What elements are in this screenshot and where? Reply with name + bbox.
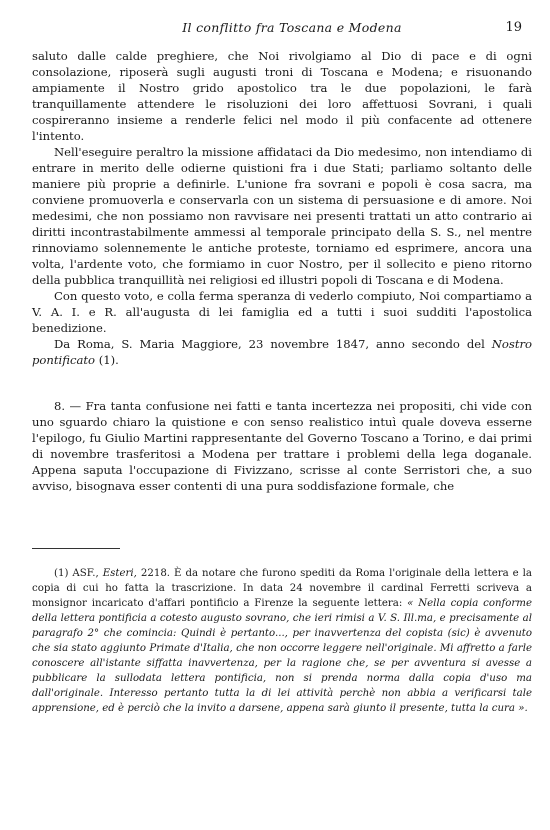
dateline-italic: Nostro pontificato bbox=[32, 337, 533, 367]
page-header bbox=[62, 20, 522, 40]
running-title: Il conflitto fra Toscana e Modena bbox=[182, 20, 402, 35]
paragraph-mission: Nell'eseguire peraltro la missione affidataci da Dio medesimo, non intendiamo di entrare in merito delle odierne quistioni fra i due Stati; parliamo soltanto delle maniere più proprie a definirle. L'unione fra sovrani e popoli è cosa sacra, ma conviene promuoverla e conservarla con un sistema di persuasione e di amore. Noi medesimi, che non possiamo non ravvisare nei presenti trattati un atto contrario ai diritti incontrastabilmente ammessi al temporale principato della S. S., nel mentre rinnoviamo solennemente le antiche proteste, torniamo ed esprimere, ancora una volta, l'ardente voto, che formiamo in cuor Nostro, per il sollecito e pieno ritorno della pubblica tranquillità nei religiosi ed illustri popoli di Toscana e di Modena. bbox=[32, 145, 532, 287]
footnote-ref: (1). bbox=[98, 353, 119, 367]
paragraph-benediction: Con questo voto, e colla ferma speranza di vederlo compiuto, Noi compartiamo a V. A. I. e R. all'augusta di lei famiglia ed a tutti i suoi sudditi l'apostolica benedizione. bbox=[32, 289, 532, 335]
main-text bbox=[32, 48, 532, 494]
footnote-rule bbox=[32, 548, 120, 549]
section-gap bbox=[32, 368, 532, 398]
footnote-1 bbox=[32, 566, 532, 716]
paragraph-dateline bbox=[32, 336, 532, 368]
footnote-1-quote: « Nella copia conforme della lettera pontificia a cotesto augusto sovrano, che ieri rimisi a V. S. Ill.ma, e precisamente al paragrafo 2° che comincia: Quindi è pertanto..., per inavvertenza del copista (sic) è avvenuto che sia stato aggiunto Primate d'Italia, che non occorre leggere nell'originale. Mi affretto a farle conoscere all'istante siffatta inavvertenza, per la ragione che, se per avventura si avesse a pubblicare la sullodata lettera pontificia, non si prenda norma dalla copia d'uso ma dall'originale. Interesso pertanto tutta la di lei attività perchè non abbia a verificarsi tale apprensione, ed è perciò che la invito a darsene, appena sarà giunto il presente, tutta la cura ». bbox=[32, 598, 532, 714]
footnotes bbox=[32, 566, 532, 716]
paragraph-continuation: saluto dalle calde preghiere, che Noi rivolgiamo al Dio di pace e di ogni consolazione, riposerà sugli augusti troni di Toscana e Modena; e risuonando ampiamente il Nostro grido apostolico tra le due popolazioni, le farà tranquillamente attendere le risoluzioni dei loro affettuosi Sovrani, i quali cospireranno insieme a renderle felici nel modo il più confacente ad ottenere l'intento. bbox=[32, 49, 532, 143]
paragraph-section-8: 8. — Fra tanta confusione nei fatti e tanta incertezza nei propositi, chi vide con uno sguardo chiaro la quistione e con senso realistico intuì quale doveva esserne l'epilogo, fu Giulio Martini rappresentante del Governo Toscano a Torino, e dai primi di novembre trasferitosi a Modena per trattare i problemi della lega doganale. Appena saputa l'occupazione di Fivizzano, scrisse al conte Serristori che, a suo avviso, bisognava esser contenti di una pura soddisfazione formale, che bbox=[32, 399, 532, 493]
footnote-1-prefix: (1) ASF., bbox=[54, 568, 99, 579]
footnote-1-italic: Esteri, bbox=[102, 568, 137, 579]
page-number: 19 bbox=[505, 20, 522, 35]
footnote-1-text: 2218. È da notare che furono spediti da Roma l'originale della lettera e la copia di cui ho fatta la trascrizione. In data 24 novembre il cardinal Ferretti scriveva a monsignor incaricato d'affari pontificio a Firenze la seguente lettera: bbox=[32, 568, 532, 609]
dateline-text: Da Roma, S. Maria Maggiore, 23 novembre 1847, anno secondo del bbox=[54, 337, 485, 351]
